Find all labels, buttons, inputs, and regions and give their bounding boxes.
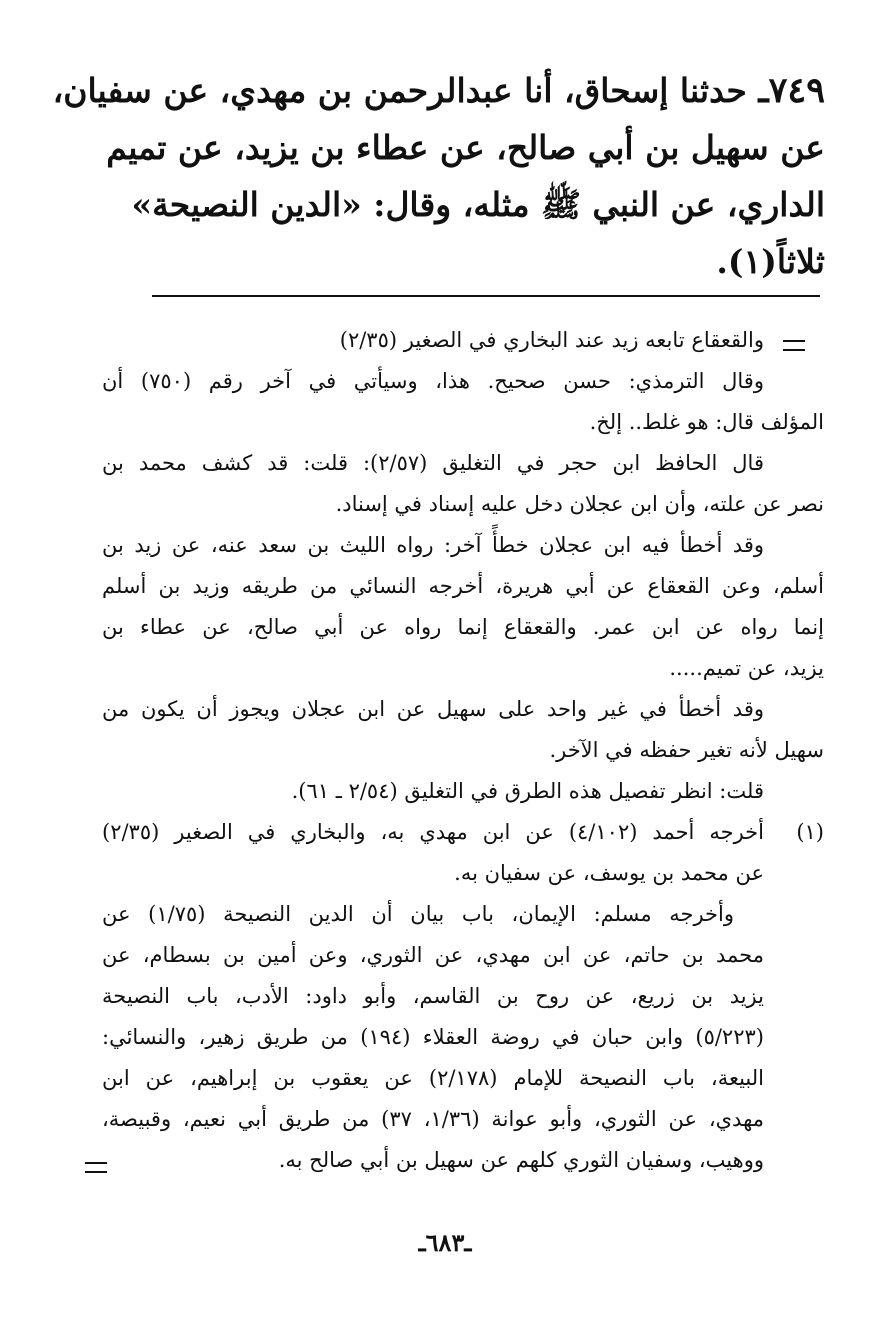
page-number: ـ٦٨٣ـ: [418, 1228, 472, 1257]
note-paragraph: وقال الترمذي: حسن صحيح. هذا، وسيأتي في آخر رقم (٧٥٠) أن المؤلف قال: هو غلط.. إلخ.: [102, 369, 824, 434]
note-paragraph: قال الحافظ ابن حجر في التغليق (٢/٥٧): قلت: قد كشف محمد بن نصر عن علته، وأن ابن عجلان دخل عليه إسناد في إسناد.: [102, 451, 824, 516]
footnote-1-continued: وأخرجه مسلم: الإيمان، باب بيان أن الدين النصيحة (١/٧٥) عن محمد بن حاتم، عن ابن مهدي، عن الثوري، وعن أمين بن بسطام، عن يزيد بن زريع، عن روح بن القاسم، وأبو داود: الأدب، باب النصيحة (٥/٢٢٣) وابن حبان في روضة العقلاء (١٩٤) من طريق زهير، والنسائي: البيعة، باب النصيحة للإمام (٢/١٧٨) عن يعقوب بن إبراهيم، عن ابن مهدي، عن الثوري، وأبو عوانة (١/٣٦، ٣٧) من طريق أبي نعيم، وقبيصة، ووهيب، وسفيان الثوري كلهم عن سهيل بن أبي صالح به.: [102, 902, 765, 1172]
footnotes: [102, 320, 824, 1181]
footnote-marker: (١): [796, 820, 824, 844]
hadith-line-4: ثلاثاً(١).: [716, 242, 825, 281]
hadith-line-3: الداري، عن النبي ﷺ مثله، وقال: «الدين النصيحة»: [131, 185, 825, 224]
hadith-number: ٧٤٩ـ: [758, 70, 825, 111]
note-paragraph: والقعقاع تابعه زيد عند البخاري في الصغير (٢/٣٥): [339, 328, 764, 352]
note-paragraph: وقد أخطأ في غير واحد على سهيل عن ابن عجلان ويجوز أن يكون من سهيل لأنه تغير حفظه في الآخر.: [102, 697, 824, 762]
note-paragraph: قلت: انظر تفصيل هذه الطرق في التغليق (٢/٥٤ ـ ٦١).: [291, 779, 764, 803]
footnote-separator: [152, 295, 820, 297]
hadith-text: [52, 62, 825, 290]
hadith-line-1: ٧٤٩ـ حدثنا إسحاق، أنا عبدالرحمن بن مهدي، عن سفيان،: [52, 70, 825, 111]
note-paragraph: وقد أخطأ فيه ابن عجلان خطأً آخر: رواه الليث بن سعد عنه، عن زيد بن أسلم، وعن القعقاع عن أبي هريرة، أخرجه النسائي من طريقه وزيد بن أسلم إنما رواه عن ابن عمر. والقعقاع إنما رواه عن أبي صالح، عن عطاء بن يزيد، عن تميم.....: [102, 533, 824, 680]
hadith-line-2: عن سهيل بن أبي صالح، عن عطاء بن يزيد، عن تميم: [106, 128, 825, 167]
continuation-mark-bottom: [85, 1162, 107, 1173]
footnote-1: (١) أخرجه أحمد (٤/١٠٢) عن ابن مهدي به، والبخاري في الصغير (٢/٣٥) عن محمد بن يوسف، عن سفيان به.: [102, 812, 824, 894]
